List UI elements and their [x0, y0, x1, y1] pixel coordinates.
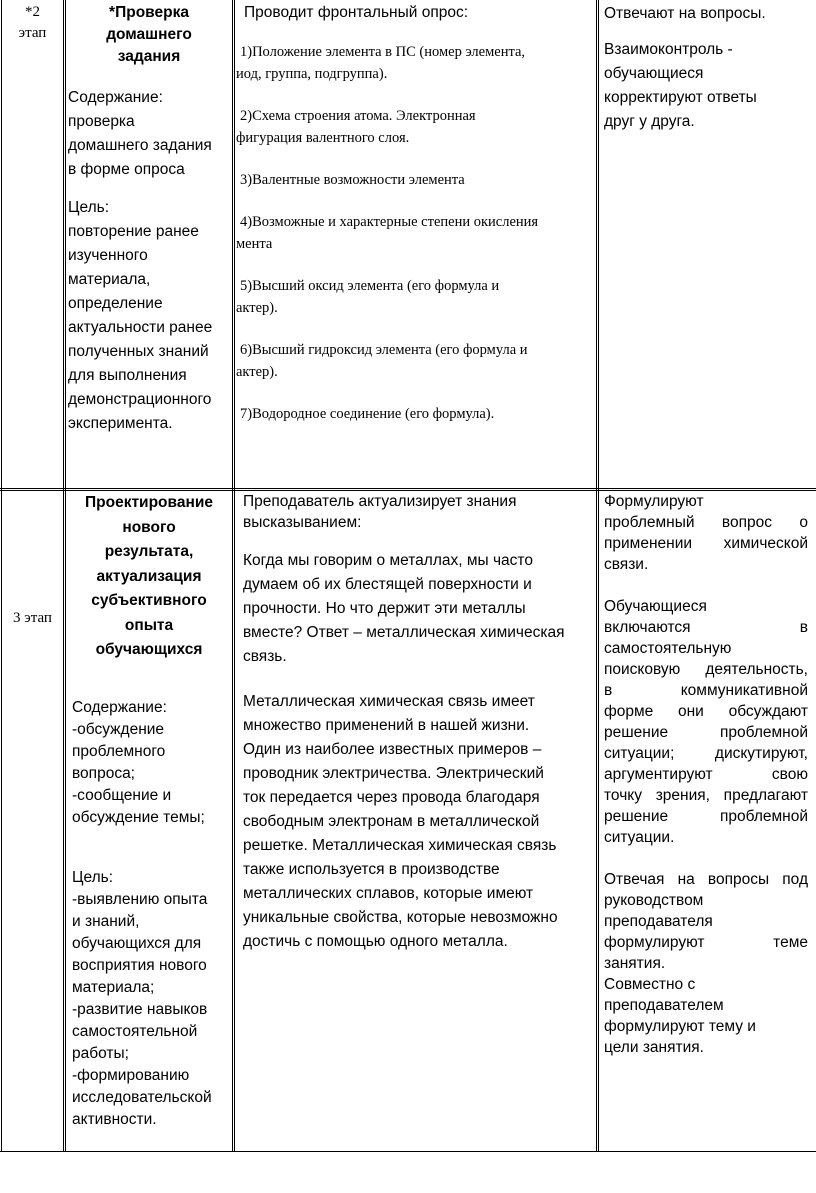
row2-goal-line: восприятия нового — [72, 956, 207, 974]
question-item — [236, 275, 594, 319]
row2-student-line: формулируют тему и — [604, 1018, 756, 1035]
row1-content-line: проверка — [68, 113, 135, 130]
row2-teacher-line: ток передается через провода благодаря — [243, 789, 540, 806]
row2-student-line: ситуации. — [604, 829, 675, 846]
row1-content — [68, 86, 230, 182]
row1-teacher-activity — [236, 2, 594, 425]
question-line: 7)Водородное соединение (его формула). — [240, 406, 495, 422]
row2-student-line: Совместно с — [604, 976, 696, 993]
row2-student-line: включаются в — [604, 619, 808, 636]
question-line: мента — [236, 236, 273, 252]
row1-teacher-intro: Проводит фронтальный опрос: — [244, 4, 469, 21]
column-divider-1 — [63, 0, 64, 1152]
row2-goal-line: -формированию — [72, 1066, 190, 1084]
row1-goal-line: для выполнения — [68, 367, 187, 384]
row1-content-label: Содержание: — [68, 89, 163, 106]
row2-goal-line: Цель: — [72, 868, 113, 886]
row1-goal-line: демонстрационного — [68, 391, 212, 408]
row2-stage-description — [68, 491, 230, 1131]
row2-content-line: обсуждение темы; — [72, 808, 205, 826]
row2-teacher-line: уникальные свойства, которые невозможно — [243, 909, 558, 926]
question-line: 1)Положение элемента в ПС (номер элемента, — [240, 44, 526, 60]
row1-goal-label: Цель: — [68, 199, 109, 216]
question-line: актер). — [236, 300, 278, 316]
row2-teacher-line: связь. — [243, 648, 287, 665]
row1-title-line: домашнего — [106, 26, 192, 43]
row1-content-line: домашнего задания — [68, 137, 212, 154]
question-item — [236, 41, 594, 85]
row2-teacher-line: металлических сплавов, которые имеют — [243, 885, 534, 902]
row2-student-line: решение проблемной — [604, 808, 808, 825]
question-item — [236, 339, 594, 383]
row1-title — [68, 2, 230, 68]
row2-student-line: точку зрения, предлагают — [604, 787, 808, 804]
row1-stage-number: *2 — [25, 4, 40, 20]
row1-stage — [2, 2, 63, 43]
row2-student-line: руководством — [604, 892, 704, 909]
row2-goal-line: активности. — [72, 1110, 157, 1128]
row2-goal-line: обучающихся для — [72, 934, 202, 952]
row2-goal-line: исследовательской — [72, 1088, 212, 1106]
row2-goal — [68, 867, 230, 1131]
row2-teacher-line: множество применений в нашей жизни. — [243, 717, 530, 734]
row2-student-line: Обучающиеся — [604, 598, 707, 615]
question-item — [236, 105, 594, 149]
row2-student-line: в коммуникативной — [604, 682, 808, 699]
question-line: актер). — [236, 364, 278, 380]
row2-student-activity — [604, 491, 808, 1058]
question-line: 2)Схема строения атома. Электронная — [240, 108, 476, 124]
row2-student-line: занятия. — [604, 955, 666, 972]
row2-teacher-line: достичь с помощью одного металла. — [243, 933, 508, 950]
row2-goal-line: -развитие навыков — [72, 1000, 208, 1018]
row2-title — [68, 491, 230, 663]
row2-student-line: аргументируют свою — [604, 766, 808, 783]
row2-title-line: нового — [122, 518, 176, 536]
row2-content-line: вопроса; — [72, 764, 135, 782]
column-divider-1b — [65, 0, 66, 1152]
row1-goal-line: эксперимента. — [68, 415, 173, 432]
row2-student-line: решение проблемной — [604, 724, 808, 741]
row2-teacher-intro — [243, 491, 594, 533]
row2-teacher-line: проводник электричества. Электрический — [243, 765, 544, 782]
row2-student-paragraph — [604, 491, 808, 575]
row2-student-line: применении химической — [604, 535, 808, 552]
row2-content-line: -сообщение и — [72, 786, 172, 804]
row2-content — [68, 697, 230, 829]
question-item — [236, 169, 594, 191]
row1-student-line: Отвечают на вопросы. — [604, 5, 766, 22]
row2-goal-line: самостоятельной — [72, 1022, 198, 1040]
row1-title-line: *Проверка — [109, 4, 189, 21]
question-line: 5)Высший оксид элемента (его формула и — [240, 278, 500, 294]
row1-goal — [68, 196, 230, 436]
row2-teacher-line: также используется в производстве — [243, 861, 500, 878]
row1-student-line: обучающиеся — [604, 65, 704, 82]
row2-teacher-line: прочности. Но что держит эти металлы — [243, 600, 526, 617]
row1-stage-description — [68, 2, 230, 436]
row2-student-line: преподавателем — [604, 997, 724, 1014]
row2-title-line: субъективного — [91, 592, 207, 609]
row1-student-line: друг у друга. — [604, 113, 695, 130]
column-divider-2 — [232, 0, 233, 1152]
row2-title-line: Проектирование — [85, 494, 213, 511]
row2-student-line: самостоятельную — [604, 640, 732, 657]
row1-goal-line: изученного — [68, 247, 148, 264]
row1-student-activity — [604, 2, 810, 134]
row2-teacher-line: свободным электронам в металлической — [243, 813, 540, 830]
row2-teacher-line: Один из наиболее известных примеров – — [243, 741, 542, 758]
row1-goal-line: повторение ранее — [68, 223, 199, 240]
row2-student-paragraph — [604, 869, 808, 974]
column-divider-3b — [598, 0, 599, 1152]
row2-content-line: -обсуждение — [72, 720, 165, 738]
question-line: 3)Валентные возможности элемента — [240, 172, 465, 188]
row2-student-line: проблемный вопрос о — [604, 514, 808, 531]
row2-student-line: Отвечая на вопросы под — [604, 871, 808, 888]
row2-student-line: формулируют теме — [604, 934, 808, 951]
row1-goal-line: материала, — [68, 271, 151, 288]
column-divider-3 — [596, 0, 597, 1152]
question-line: фигурация валентного слоя. — [236, 130, 410, 146]
table-border-left — [1, 0, 2, 1152]
row1-stage-label: этап — [18, 25, 47, 41]
row1-content-line: в форме опроса — [68, 161, 185, 178]
row2-teacher-paragraph — [243, 549, 594, 669]
row2-student-line: преподавателя — [604, 913, 713, 930]
row2-student-line: форме они обсуждают — [604, 703, 808, 720]
row2-title-line: обучающихся — [95, 641, 203, 658]
column-divider-2b — [234, 0, 235, 1152]
row2-content-line: Содержание: — [72, 698, 167, 716]
row2-student-line: цели занятия. — [604, 1039, 704, 1056]
row2-student-line: поисковую деятельность, — [604, 661, 808, 678]
row2-student-paragraph — [604, 596, 808, 848]
row2-teacher-line: Металлическая химическая связь имеет — [243, 693, 535, 710]
row2-title-line: результата, — [104, 543, 194, 560]
table-border-bottom — [0, 1151, 816, 1152]
row2-teacher-line: вместе? Ответ – металлическая химическая — [243, 624, 565, 641]
row1-goal-line: полученных знаний — [68, 343, 209, 360]
row2-goal-line: -выявлению опыта — [72, 890, 208, 908]
row2-title-line: опыта — [124, 616, 174, 634]
row1-title-line: задания — [117, 48, 181, 65]
row2-teacher-line: думаем об их блестящей поверхности и — [243, 576, 532, 593]
question-line: 4)Возможные и характерные степени окисления — [240, 214, 539, 230]
row1-student-paragraph — [604, 38, 810, 134]
row2-teacher-intro-line: Преподаватель актуализирует знания — [243, 493, 517, 510]
row-divider — [0, 488, 816, 489]
row2-teacher-paragraph — [243, 690, 594, 954]
row2-goal-line: работы; — [72, 1044, 129, 1062]
row1-goal-line: актуальности ранее — [68, 319, 213, 336]
question-item — [236, 211, 594, 255]
row2-goal-line: материала; — [72, 978, 155, 996]
row2-teacher-activity — [236, 491, 594, 954]
row1-student-line: Взаимоконтроль - — [604, 41, 733, 58]
row2-stage: 3 этап — [13, 610, 52, 626]
row2-teacher-line: Когда мы говорим о металлах, мы часто — [243, 552, 533, 569]
row2-student-line: связи. — [604, 556, 649, 573]
question-line: иод, группа, подгруппа). — [236, 66, 388, 82]
row2-title-line: актуализация — [96, 567, 202, 585]
row2-content-line: проблемного — [72, 742, 166, 760]
question-item — [236, 403, 594, 425]
row2-teacher-line: решетке. Металлическая химическая связь — [243, 837, 557, 854]
row2-student-line: ситуации; дискутируют, — [604, 745, 808, 762]
row2-student-paragraph — [604, 974, 808, 1058]
row2-student-line: Формулируют — [604, 493, 704, 510]
row1-goal-line: определение — [68, 295, 163, 312]
row2-teacher-intro-line: высказыванием: — [243, 514, 362, 531]
row2-goal-line: и знаний, — [72, 912, 140, 930]
row1-student-line: корректируют ответы — [604, 89, 757, 106]
question-line: 6)Высший гидроксид элемента (его формула и — [240, 342, 528, 358]
